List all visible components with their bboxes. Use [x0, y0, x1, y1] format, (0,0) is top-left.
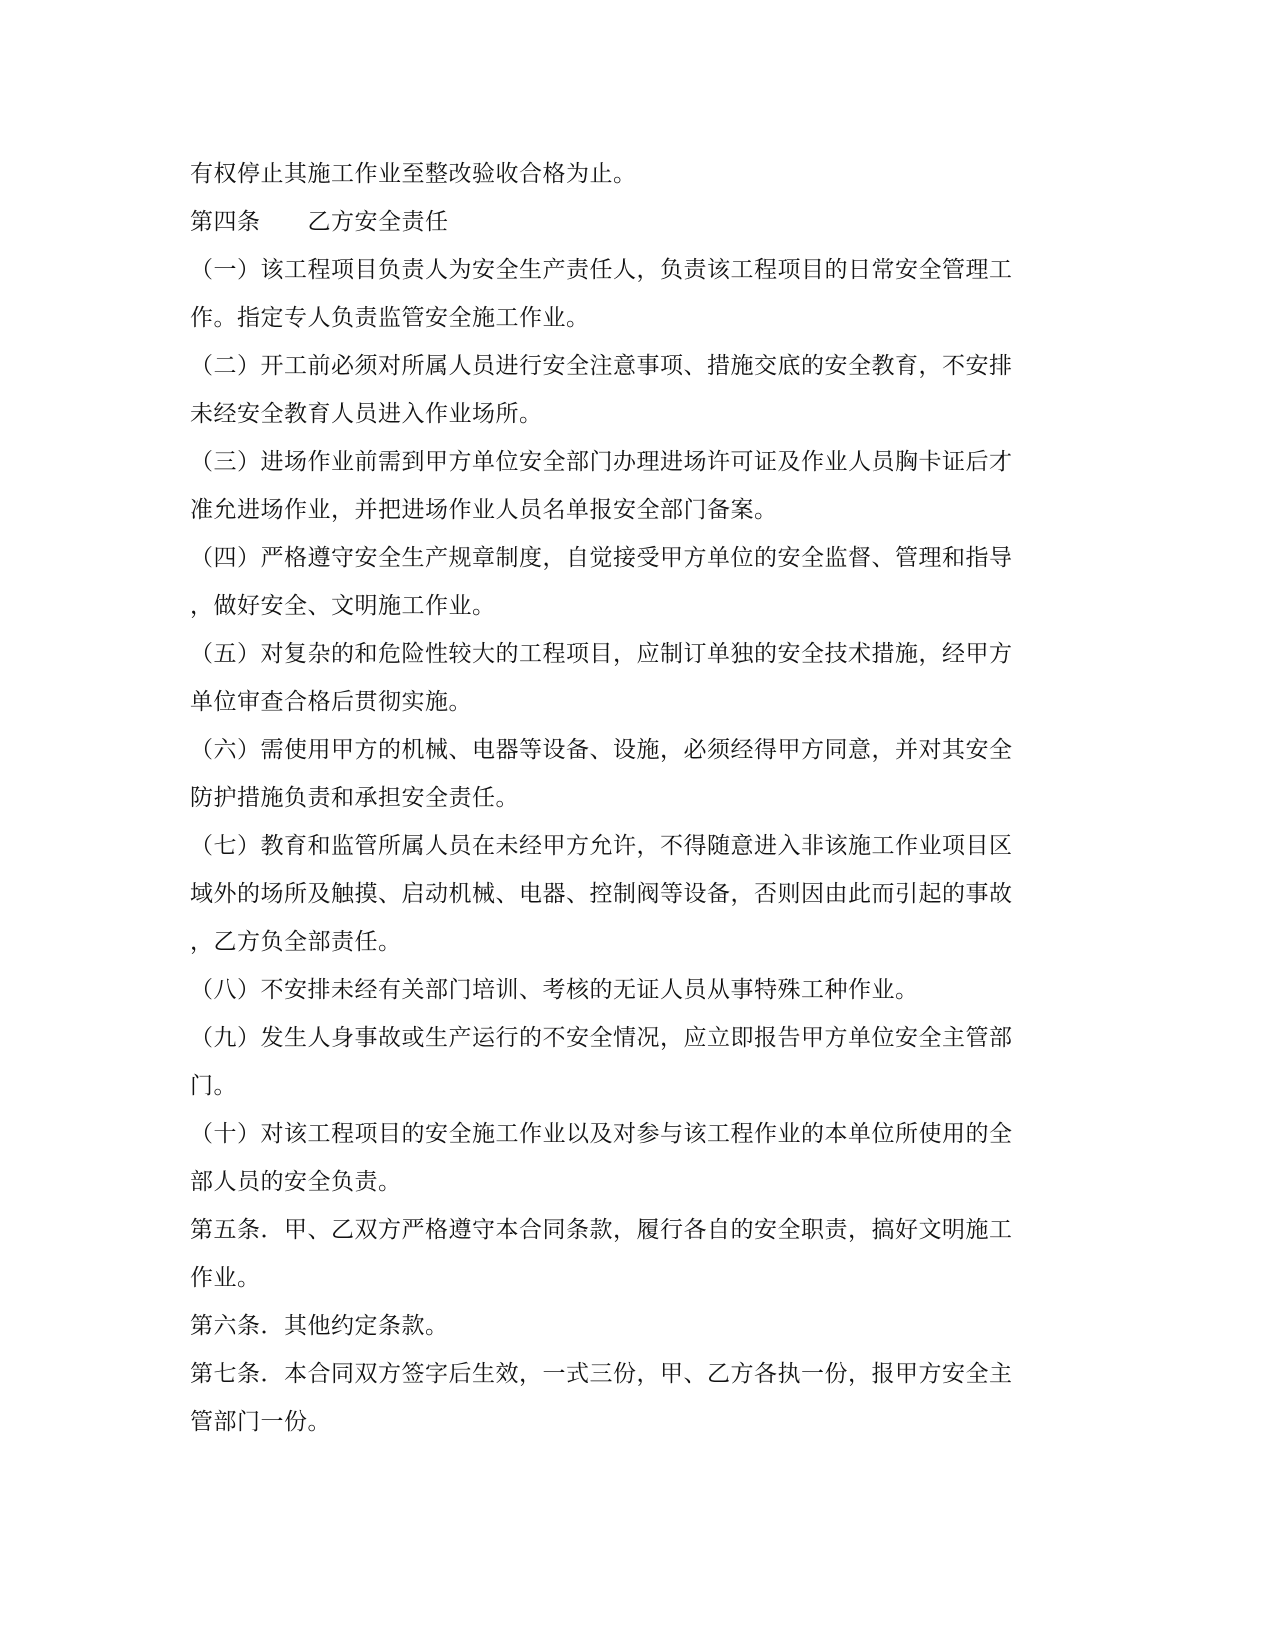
text-line: （五）对复杂的和危险性较大的工程项目，应制订单独的安全技术措施，经甲方 [190, 641, 1013, 667]
text-line: 未经安全教育人员进入作业场所。 [190, 401, 543, 427]
text-line: ，乙方负全部责任。 [190, 929, 402, 955]
text-line: （九）发生人身事故或生产运行的不安全情况，应立即报告甲方单位安全主管部 [190, 1025, 1013, 1051]
text-line: 准允进场作业，并把进场作业人员名单报安全部门备案。 [190, 497, 778, 523]
text-line: （二）开工前必须对所属人员进行安全注意事项、措施交底的安全教育，不安排 [190, 353, 1013, 379]
text-line: （六）需使用甲方的机械、电器等设备、设施，必须经得甲方同意，并对其安全 [190, 737, 1013, 763]
text-line: 域外的场所及触摸、启动机械、电器、控制阀等设备，否则因由此而引起的事故 [190, 881, 1013, 907]
text-line: 部人员的安全负责。 [190, 1169, 402, 1195]
text-line: 防护措施负责和承担安全责任。 [190, 785, 519, 811]
text-line: （十）对该工程项目的安全施工作业以及对参与该工程作业的本单位所使用的全 [190, 1121, 1013, 1147]
text-line: 单位审查合格后贯彻实施。 [190, 689, 472, 715]
text-line: （四）严格遵守安全生产规章制度，自觉接受甲方单位的安全监督、管理和指导 [190, 545, 1013, 571]
text-line: ，做好安全、文明施工作业。 [190, 593, 496, 619]
text-line: （七）教育和监管所属人员在未经甲方允许，不得随意进入非该施工作业项目区 [190, 833, 1013, 859]
article-heading: 第五条．甲、乙双方严格遵守本合同条款，履行各自的安全职责，搞好文明施工 [190, 1217, 1013, 1243]
article-heading: 第六条．其他约定条款。 [190, 1313, 449, 1339]
text-line: （三）进场作业前需到甲方单位安全部门办理进场许可证及作业人员胸卡证后才 [190, 449, 1013, 475]
text-line: 门。 [190, 1073, 237, 1099]
text-line: 有权停止其施工作业至整改验收合格为止。 [190, 161, 637, 187]
text-line: 作业。 [190, 1265, 261, 1291]
text-line: 管部门一份。 [190, 1409, 331, 1435]
article-heading: 第七条．本合同双方签字后生效，一式三份，甲、乙方各执一份，报甲方安全主 [190, 1361, 1013, 1387]
text-line: （八）不安排未经有关部门培训、考核的无证人员从事特殊工种作业。 [190, 977, 919, 1003]
text-line: 作。指定专人负责监管安全施工作业。 [190, 305, 590, 331]
text-line: （一）该工程项目负责人为安全生产责任人，负责该工程项目的日常安全管理工 [190, 257, 1013, 283]
article-heading: 第四条 乙方安全责任 [190, 209, 449, 235]
document-body [190, 150, 1070, 1446]
